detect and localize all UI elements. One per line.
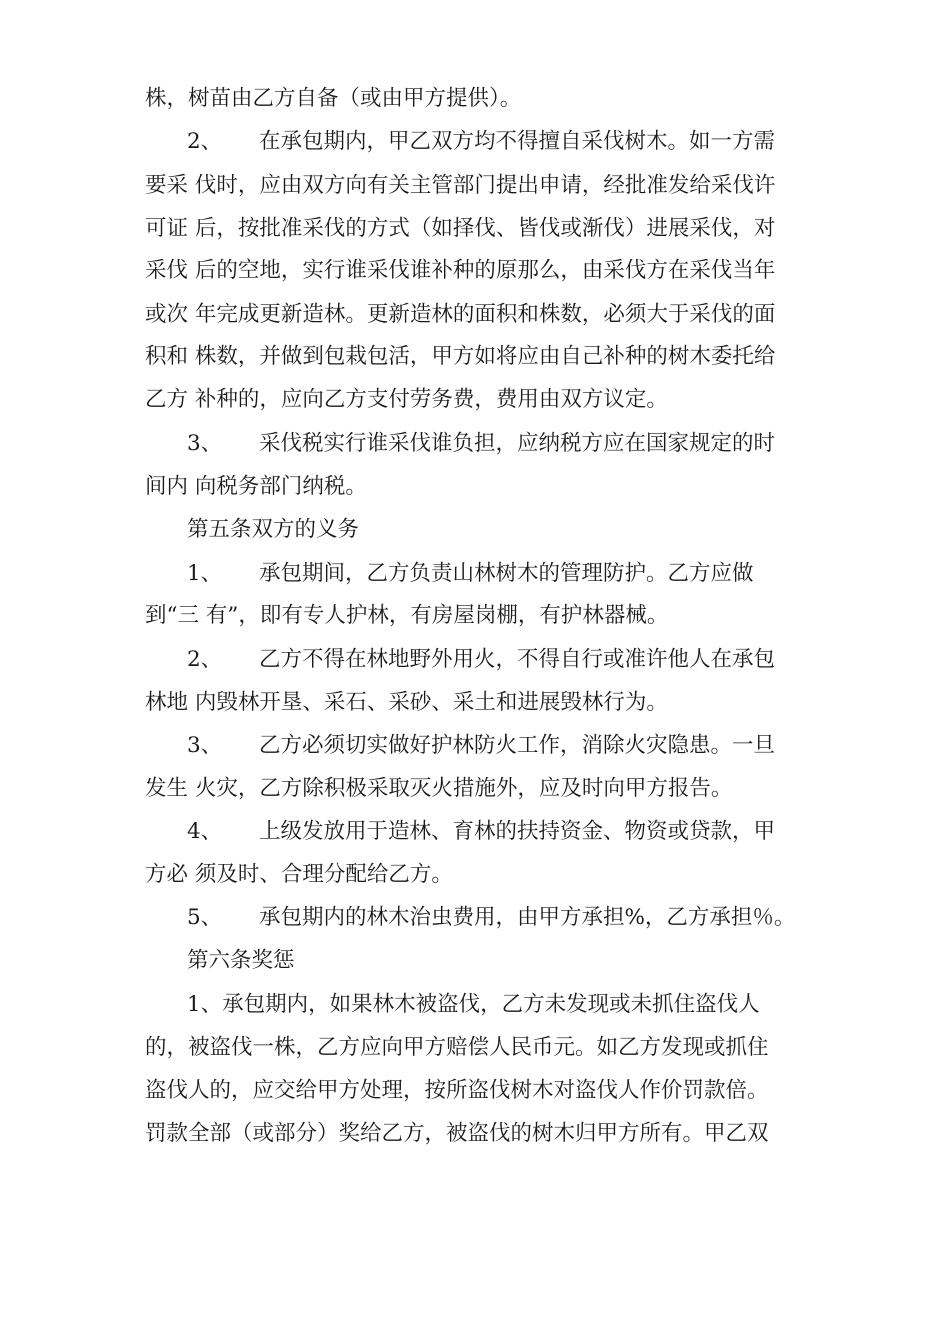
section-heading: 第六条奖惩 — [187, 948, 295, 973]
text-line: 盗伐人的，应交给甲方处理，按所盗伐树木对盗伐人作价罚款倍。 — [145, 1078, 769, 1103]
numbered-paragraph-line: 4、 上级发放用于造林、育林的扶持资金、物资或贷款，甲 — [187, 817, 867, 847]
text-line: 1、承包期内，如果林木被盗伐，乙方未发现或未抓住盗伐人 — [187, 992, 760, 1017]
text-line: 罚款全部（或部分）奖给乙方，被盗伐的树木归甲方所有。甲乙双 — [145, 1121, 769, 1146]
text-line: 积和 株数，并做到包栽包活，甲方如将应由自己补种的树木委托给 — [145, 344, 776, 369]
text-line: 采伐 后的空地，实行谁采伐谁补种的原那么，由采伐方在采伐当年 — [145, 258, 776, 283]
numbered-paragraph-line: 1、 承包期间，乙方负责山林树木的管理防护。乙方应做 — [187, 559, 867, 589]
numbered-paragraph-line: 2、 在承包期内，甲乙双方均不得擅自采伐树木。如一方需 — [187, 127, 867, 157]
item-number: 1、 — [187, 561, 223, 586]
text-line: 间内 向税务部门纳税。 — [145, 474, 367, 499]
text-line: 可证 后，按批准采伐的方式（如择伐、皆伐或渐伐）进展采伐，对 — [145, 216, 776, 241]
item-number: 2、 — [187, 129, 223, 154]
numbered-paragraph-line: 3、 乙方必须切实做好护林防火工作，消除火灾隐患。一旦 — [187, 731, 867, 761]
text-line: 到“三 有”，即有专人护林，有房屋岗棚，有护林器械。 — [145, 603, 669, 628]
text-line: 发生 火灾，乙方除积极采取灭火措施外，应及时向甲方报告。 — [145, 776, 733, 801]
item-number: 4、 — [187, 819, 223, 844]
text-line: 要采 伐时，应由双方向有关主管部门提出申请，经批准发给采伐许 — [145, 173, 776, 198]
text-line: 或次 年完成更新造林。更新造林的面积和株数，必须大于采伐的面 — [145, 302, 776, 327]
item-number: 3、 — [187, 733, 223, 758]
text-line: 乙方 补种的，应向乙方支付劳务费，费用由双方议定。 — [145, 387, 668, 412]
text-line: 的，被盗伐一株，乙方应向甲方赔偿人民币元。如乙方发现或抓住 — [145, 1035, 769, 1060]
numbered-paragraph-line: 3、 采伐税实行谁采伐谁负担，应纳税方应在国家规定的时 — [187, 429, 867, 459]
text-line: 方必 须及时、合理分配给乙方。 — [145, 862, 453, 887]
item-number: 5、 — [187, 905, 223, 930]
text-line: 林地 内毁林开垦、采石、采砂、采土和进展毁林行为。 — [145, 690, 668, 715]
item-number: 2、 — [187, 647, 223, 672]
item-number: 3、 — [187, 431, 223, 456]
text-line: 株，树苗由乙方自备（或由甲方提供）。 — [145, 86, 522, 111]
numbered-paragraph-line: 2、 乙方不得在林地野外用火，不得自行或准许他人在承包 — [187, 645, 867, 675]
numbered-paragraph-line: 5、 承包期内的林木治虫费用，由甲方承担%，乙方承担％。 — [187, 903, 867, 933]
section-heading: 第五条双方的义务 — [187, 517, 360, 542]
